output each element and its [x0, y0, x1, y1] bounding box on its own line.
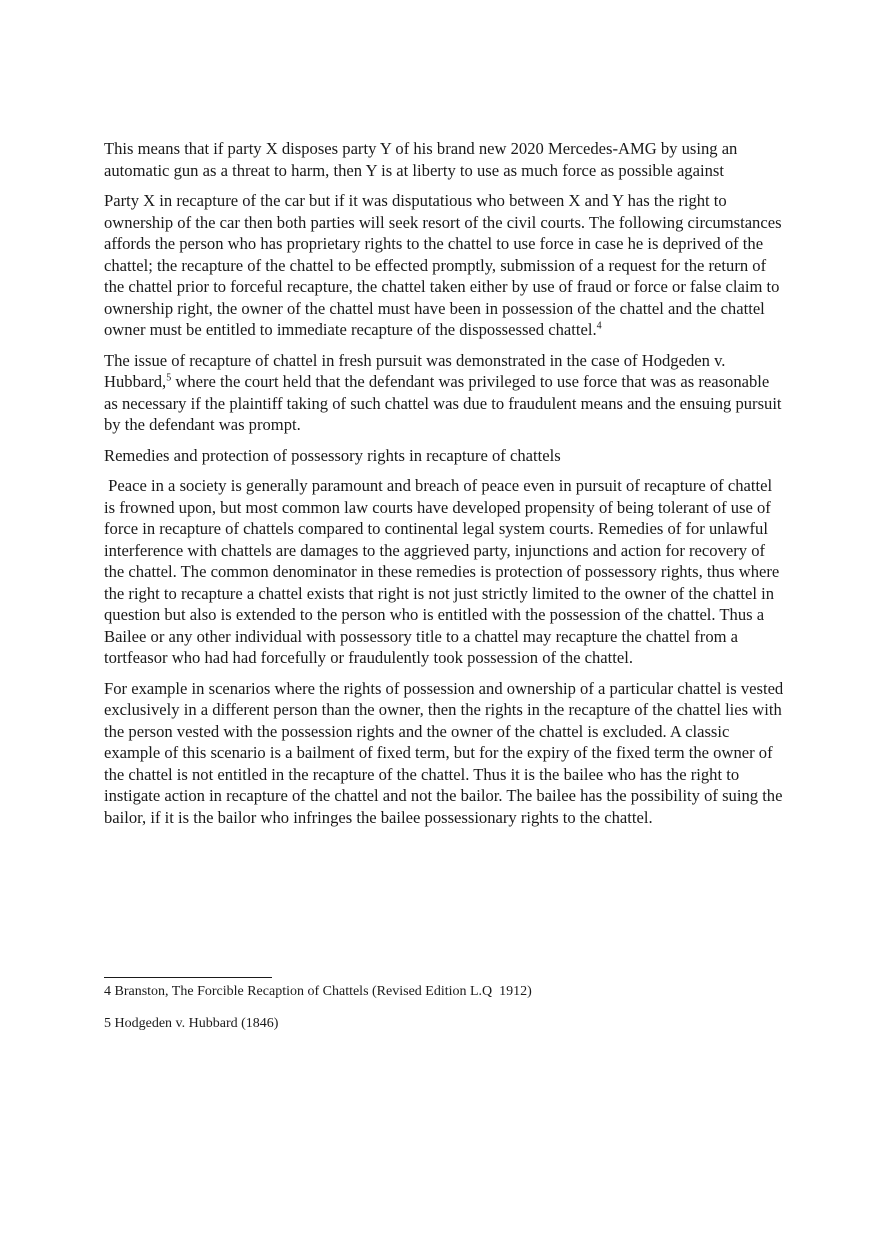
paragraph-1 — [104, 138, 784, 181]
footnote-divider — [104, 977, 272, 978]
footnotes — [104, 983, 784, 1047]
footnote-5: 5 Hodgeden v. Hubbard (1846) — [104, 1016, 279, 1031]
footnote-ref-4[interactable]: 4 — [596, 320, 602, 332]
paragraph-6-text: For example in scenarios where the rights of possession and ownership of a particular chattel is vested exclusively in a different person than the owner, then the rights in the recapture of the chattel lies with the person vested with the possession rights and the owner of the chattel is excluded. A classic example of this scenario is a bailment of fixed term, but for the expiry of the fixed term the owner of the chattel is not entitled in the recapture of the chattel. Thus it is the bailee who has the right to instigate action in recapture of the chattel and not the bailor. The bailee has the possibility of suing the bailor, if it is the bailor who infringes the bailee possessionary rights to the chattel. — [104, 678, 784, 827]
paragraph-3-text-before: The issue of recapture of chattel in fresh pursuit was demonstrated in the case of Hodgeden v. Hubbard, — [104, 350, 726, 391]
paragraph-2 — [104, 190, 784, 341]
footnote-4: 4 Branston, The Forcible Recaption of Chattels (Revised Edition L.Q 1912) — [104, 984, 532, 999]
section-heading-text: Remedies and protection of possessory rights in recapture of chattels — [104, 445, 561, 465]
paragraph-5-text: Peace in a society is generally paramount and breach of peace even in pursuit of recapture of chattel is frowned upon, but most common law courts have developed propensity of being tolerant of use of force in recapture of chattels compared to continental legal system courts. Remedies of for unlawful interference with chattels are damages to the aggrieved party, injunctions and action for recovery of the chattel. The common denominator in these remedies is protection of possessory rights, thus where the right to recapture a chattel exists that right is not just strictly limited to the owner of the chattel in question but also is extended to the person who is entitled with the possession of the chattel. Thus a Bailee or any other individual with possessory title to a chattel may recapture the chattel from a tortfeasor who had had forcefully or fraudulently took possession of the chattel. — [104, 476, 784, 667]
paragraph-3 — [104, 350, 784, 436]
paragraph-6 — [104, 678, 784, 829]
paragraph-1-text: This means that if party X disposes party Y of his brand new 2020 Mercedes-AMG by using an automatic gun as a threat to harm, then Y is at liberty to use as much force as possible against — [104, 139, 738, 180]
section-heading — [104, 445, 784, 467]
paragraph-2-text: Party X in recapture of the car but if it was disputatious who between X and Y has the right to ownership of the car then both parties will seek resort of the civil courts. The following circumstances affords the person who has proprietary rights to the chattel to use force in case he is deprived of the chattel; the recapture of the chattel to be effected promptly, submission of a request for the return of the chattel prior to forceful recapture, the chattel taken either by use of fraud or force or false claim to ownership right, the owner of the chattel must have been in possession of the chattel and the chattel owner must be entitled to immediate recapture of the dispossessed chattel. — [104, 191, 782, 339]
body-text — [104, 138, 784, 837]
paragraph-5 — [104, 475, 784, 669]
paragraph-3-text-after: where the court held that the defendant was privileged to use force that was as reasonable as necessary if the plaintiff taking of such chattel was due to fraudulent means and the ensuing pursuit by the defendant was prompt. — [104, 372, 782, 434]
footnote-ref-5[interactable]: 5 — [166, 372, 172, 384]
